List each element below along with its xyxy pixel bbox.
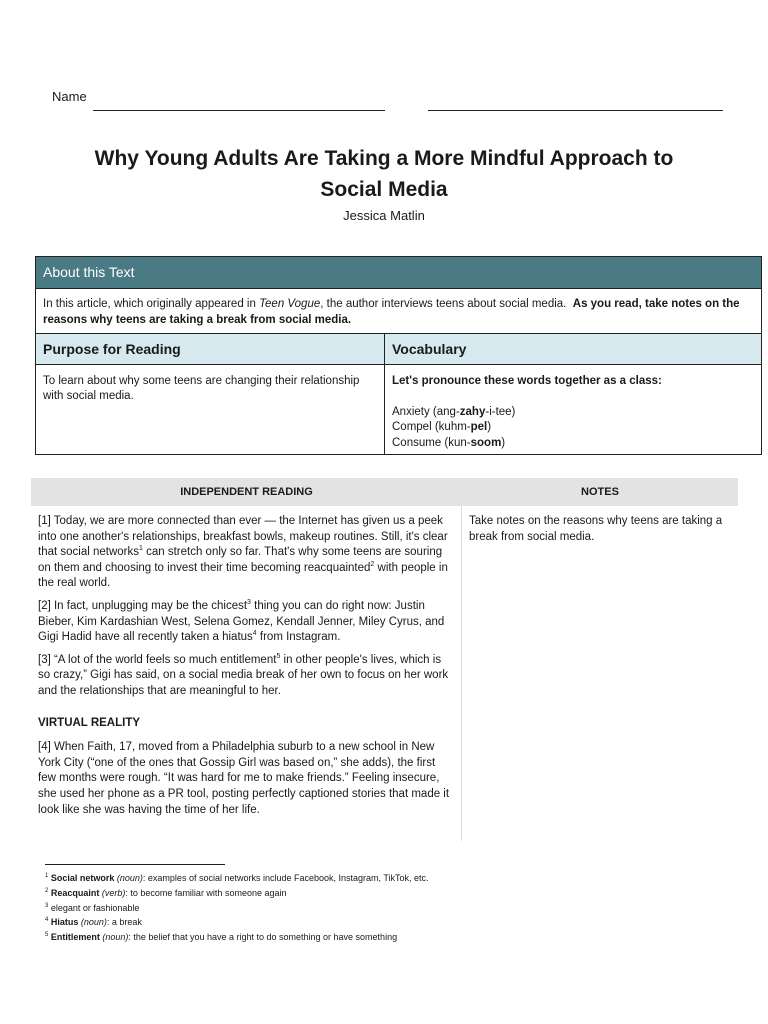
footnote-divider — [45, 864, 225, 865]
footnote-number: 1 — [45, 873, 49, 879]
p2-text: from Instagram. — [256, 631, 341, 644]
vocab-word: Compel — [392, 421, 432, 433]
about-text-box — [35, 256, 762, 455]
section-subheading: VIRTUAL REALITY — [38, 716, 141, 729]
reading-header — [31, 478, 738, 506]
vocabulary-list — [385, 365, 761, 454]
vocab-pron-stress: pel — [470, 421, 488, 433]
footnote-number: 2 — [45, 887, 49, 894]
class-field-line[interactable] — [428, 110, 723, 111]
vocab-pron-pre: (kun- — [444, 436, 471, 449]
reading-text-column — [31, 506, 462, 841]
footnote-ref: 5 — [276, 652, 281, 660]
footnote-pos: (verb) — [101, 887, 126, 898]
footnote-pos: (noun) — [116, 873, 143, 883]
purpose-heading: Purpose for Reading — [36, 334, 385, 364]
vocab-pron-post: ) — [501, 436, 506, 449]
vocab-word: Anxiety — [392, 405, 430, 418]
vocab-pron-post: ) — [487, 421, 492, 433]
vocab-item — [392, 436, 754, 452]
paragraph-4: [4] When Faith, 17, moved from a Philadelphia suburb to a new school in New York City (“one of the ones that Gossip Girl was based on,” she adds), the first few months were rough. “It was hard for me to make friends.” Feeling insecure, she used her phone as a PR tool, posting perfectly captioned stories that made it look like she was having the time of her life. — [38, 741, 450, 816]
footnote-definition: : to become familiar with someone again — [125, 887, 287, 898]
reading-columns — [31, 506, 738, 841]
footnote-definition: : a break — [106, 917, 142, 928]
footnote-term: Hiatus — [50, 917, 79, 928]
footnote-ref: 1 — [139, 545, 143, 553]
name-label: Name — [52, 89, 87, 104]
p1-text: can stretch only so far. That's why some teens are souring on them and choosing to invest their time becoming reacquainted — [38, 546, 443, 574]
p2-text: thing you can do right now: Justin Bieber, Kim Kardashian West, Selena Gomez, Kendall Jenner, Miley Cyrus, and Gigi Hadid have all recently taken a hiatus — [38, 599, 445, 644]
footnote — [45, 929, 645, 944]
notes-prompt: Take notes on the reasons why teens are taking a break from social media. — [469, 515, 723, 543]
title-block — [0, 143, 768, 223]
purpose-vocab-header — [36, 333, 761, 365]
vocab-pron-post: -i-tee) — [485, 405, 516, 418]
footnote — [45, 870, 645, 885]
notes-column[interactable] — [462, 506, 738, 841]
footnote-definition: : examples of social networks include Facebook, Instagram, TikTok, etc. — [142, 873, 429, 883]
purpose-text: To learn about why some teens are changing their relationship with social media. — [36, 365, 385, 454]
independent-reading-heading: INDEPENDENT READING — [180, 486, 313, 498]
about-intro-post: , the author interviews teens about social media. — [320, 298, 567, 310]
footnote — [45, 885, 645, 900]
footnote-ref: 2 — [370, 560, 375, 568]
footnote-definition: : the belief that you have a right to do something or have something — [128, 932, 398, 943]
reading-section — [31, 478, 738, 841]
footnotes — [45, 870, 645, 944]
footnote-pos: (noun) — [102, 932, 129, 943]
footnote-ref: 3 — [247, 599, 251, 607]
purpose-vocab-body — [36, 365, 761, 454]
about-intro — [36, 289, 761, 333]
footnote-term: Entitlement — [50, 932, 100, 943]
paragraph-1 — [38, 514, 453, 592]
vocabulary-intro: Let's pronounce these words together as a class: — [392, 375, 662, 387]
footnote-ref: 4 — [252, 630, 257, 638]
vocab-pron-stress: soom — [470, 436, 502, 449]
about-intro-instruction: As you read, take notes on the reasons why teens are taking a break from social media. — [43, 298, 740, 326]
footnote-number: 5 — [45, 932, 49, 939]
footnote-pos: (noun) — [80, 917, 107, 928]
p2-text: [2] In fact, unplugging may be the chicest — [38, 599, 248, 612]
p1-text: with people in the real world. — [38, 561, 448, 590]
vocab-pron-pre: (ang- — [432, 405, 460, 418]
name-field-line[interactable] — [93, 110, 385, 111]
footnote-term: Reacquaint — [50, 887, 100, 898]
footnote-number: 4 — [45, 917, 49, 924]
paragraph-2 — [38, 599, 453, 646]
author: Jessica Matlin — [343, 208, 425, 223]
footnote — [45, 900, 645, 915]
vocab-pron-stress: zahy — [459, 405, 486, 418]
p1-text: [1] Today, we are more connected than ever — the Internet has given us a peek into one another's relationships, breakfast bowls, makeup routines. Still, it's clear that social networks — [38, 515, 448, 559]
footnote-definition: elegant or fashionable — [50, 902, 140, 913]
about-intro-pre: In this article, which originally appeared in — [43, 298, 260, 310]
p3-text: in other people's lives, which is so crazy,” Gigi has said, on a social media break of her own to focus on her work and the relationships that are meaningful to her. — [38, 653, 449, 697]
p3-text: [3] “A lot of the world feels so much entitlement — [38, 653, 277, 666]
vocab-word: Consume — [392, 436, 442, 449]
footnote-term: Social network — [50, 873, 115, 883]
paragraph-3 — [38, 653, 453, 700]
vocab-item — [392, 420, 754, 436]
footnote-number: 3 — [45, 902, 49, 909]
about-intro-source: Teen Vogue — [259, 298, 321, 310]
vocab-item — [392, 405, 754, 421]
notes-heading: NOTES — [581, 486, 619, 498]
page-title: Why Young Adults Are Taking a More Mindful Approach to Social Media — [94, 147, 674, 201]
vocabulary-heading: Vocabulary — [392, 341, 467, 357]
footnote — [45, 914, 645, 929]
about-heading: About this Text — [36, 257, 761, 289]
vocab-pron-pre: (kuhm- — [434, 421, 471, 433]
